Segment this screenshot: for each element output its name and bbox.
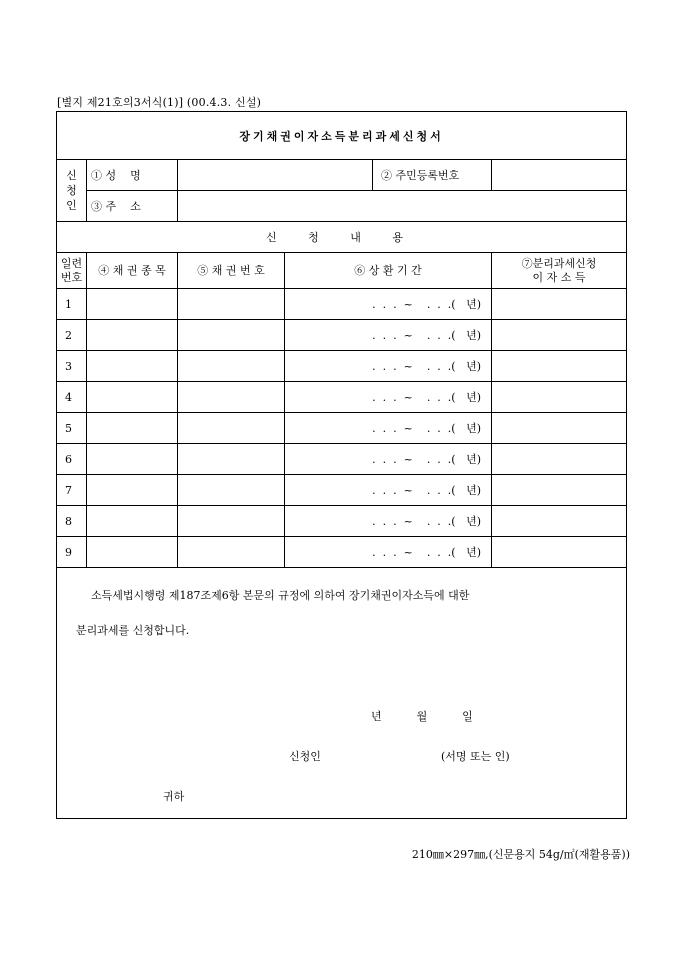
bond-number-field[interactable] [178, 289, 285, 320]
bond-number-field[interactable] [178, 351, 285, 382]
table-row [57, 506, 627, 537]
application-statement [57, 568, 627, 819]
row-number: 3 [57, 351, 87, 382]
bond-type-field[interactable] [87, 351, 178, 382]
income-field[interactable] [492, 382, 627, 413]
row-number: 1 [57, 289, 87, 320]
repayment-period-field[interactable]: . . . ~ . . .( 년) [285, 413, 492, 444]
data-rows [57, 289, 627, 568]
col-repayment-period: ⑥ 상 환 기 간 [285, 253, 492, 289]
table-row [57, 320, 627, 351]
col-bond-number: ⑤ 채 권 번 호 [178, 253, 285, 289]
row-number: 9 [57, 537, 87, 568]
repayment-period-field[interactable]: . . . ~ . . .( 년) [285, 475, 492, 506]
income-field[interactable] [492, 413, 627, 444]
bond-type-field[interactable] [87, 320, 178, 351]
table-row [57, 444, 627, 475]
repayment-period-field[interactable]: . . . ~ . . .( 년) [285, 506, 492, 537]
table-row [57, 475, 627, 506]
bond-type-field[interactable] [87, 506, 178, 537]
table-row [57, 351, 627, 382]
table-row [57, 289, 627, 320]
name-label: ① 성 명 [87, 160, 178, 191]
table-row [57, 537, 627, 568]
bond-type-field[interactable] [87, 444, 178, 475]
table-row [57, 413, 627, 444]
row-number: 4 [57, 382, 87, 413]
income-field[interactable] [492, 506, 627, 537]
repayment-period-field[interactable]: . . . ~ . . .( 년) [285, 537, 492, 568]
statement-line-1: 소득세법시행령 제187조제6항 본문의 규정에 의하여 장기채권이자소득에 대한 [91, 589, 470, 602]
address-field[interactable] [178, 191, 627, 222]
applicant-label: 신 청 인 [57, 160, 87, 222]
row-number: 5 [57, 413, 87, 444]
bond-number-field[interactable] [178, 382, 285, 413]
table-row [57, 382, 627, 413]
bond-number-field[interactable] [178, 506, 285, 537]
bond-number-field[interactable] [178, 413, 285, 444]
column-header-row [57, 253, 627, 289]
address-label: ③ 주 소 [87, 191, 178, 222]
section-title: 신 청 내 용 [57, 222, 627, 253]
col-separate-tax-income: ⑦분리과세신청 이 자 소 득 [492, 253, 627, 289]
date-field[interactable]: 년 월 일 [371, 710, 473, 723]
bond-number-field[interactable] [178, 537, 285, 568]
bond-number-field[interactable] [178, 475, 285, 506]
income-field[interactable] [492, 351, 627, 382]
repayment-period-field[interactable]: . . . ~ . . .( 년) [285, 320, 492, 351]
statement-line-2: 분리과세를 신청합니다. [76, 624, 190, 637]
income-field[interactable] [492, 444, 627, 475]
row-number: 6 [57, 444, 87, 475]
bond-type-field[interactable] [87, 413, 178, 444]
row-number: 8 [57, 506, 87, 537]
bond-number-field[interactable] [178, 444, 285, 475]
recipient-label: 귀하 [163, 790, 185, 803]
paper-spec-note: 210㎜×297㎜,(신문용지 54g/㎡(재활용품)) [411, 848, 630, 861]
repayment-period-field[interactable]: . . . ~ . . .( 년) [285, 382, 492, 413]
form-number-note: [별지 제21호의3서식(1)] (00.4.3. 신설) [57, 96, 262, 109]
form-title: 장기채권이자소득분리과세신청서 [57, 112, 627, 160]
bond-type-field[interactable] [87, 537, 178, 568]
application-form [56, 111, 627, 819]
bond-type-field[interactable] [87, 289, 178, 320]
income-field[interactable] [492, 537, 627, 568]
repayment-period-field[interactable]: . . . ~ . . .( 년) [285, 351, 492, 382]
rrn-field[interactable] [492, 160, 627, 191]
income-field[interactable] [492, 475, 627, 506]
col-bond-type: ④ 채 권 종 목 [87, 253, 178, 289]
row-number: 2 [57, 320, 87, 351]
name-field[interactable] [178, 160, 373, 191]
signature-field[interactable]: (서명 또는 인) [441, 750, 510, 763]
rrn-label: ② 주민등록번호 [373, 160, 492, 191]
repayment-period-field[interactable]: . . . ~ . . .( 년) [285, 289, 492, 320]
row-number: 7 [57, 475, 87, 506]
bond-number-field[interactable] [178, 320, 285, 351]
bond-type-field[interactable] [87, 475, 178, 506]
bond-type-field[interactable] [87, 382, 178, 413]
col-serial: 일련 번호 [57, 253, 87, 289]
repayment-period-field[interactable]: . . . ~ . . .( 년) [285, 444, 492, 475]
signer-label: 신청인 [289, 750, 321, 763]
income-field[interactable] [492, 320, 627, 351]
income-field[interactable] [492, 289, 627, 320]
